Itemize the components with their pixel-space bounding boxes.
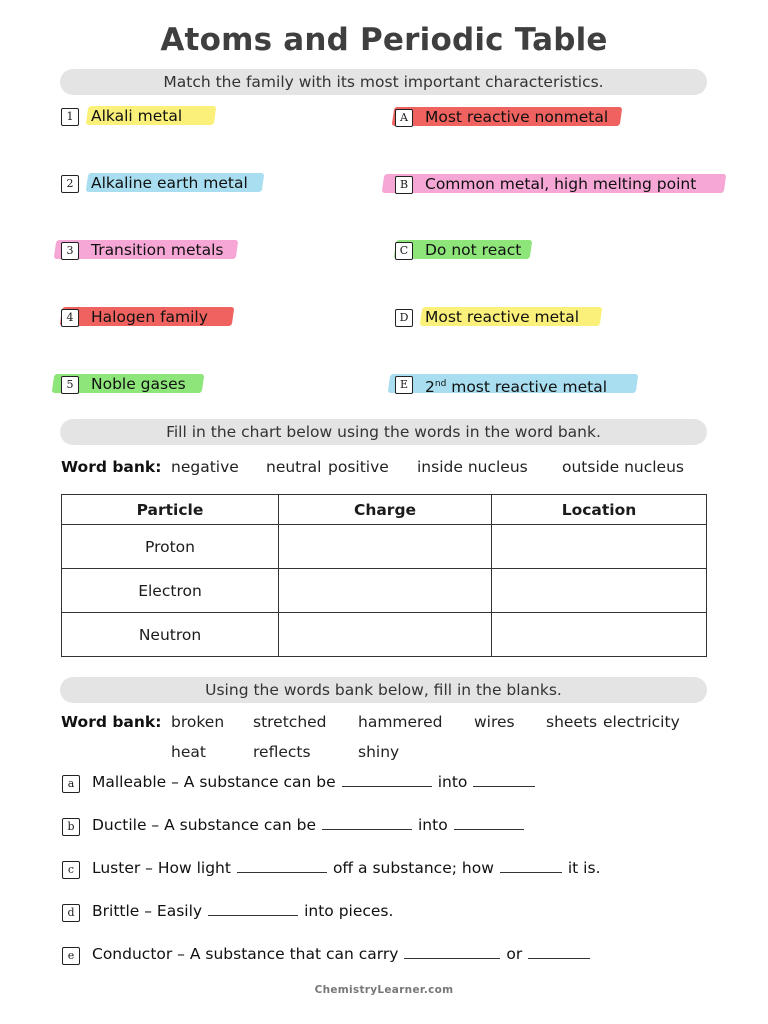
answer-blank[interactable] (208, 901, 298, 916)
left-item-3 (55, 239, 355, 261)
word-bank-word: inside nucleus (417, 458, 528, 476)
table-row (62, 613, 707, 657)
item-marker: 4 (61, 309, 79, 327)
word-bank-word: shiny (358, 743, 400, 761)
question-part: off a substance; how (332, 859, 494, 877)
question-text (92, 772, 541, 792)
word-bank-word: wires (474, 713, 515, 731)
word-bank-word: positive (328, 458, 389, 476)
table-header-row (62, 495, 707, 525)
location-cell[interactable] (492, 569, 707, 613)
item-marker: B (395, 176, 413, 194)
charge-cell[interactable] (279, 613, 492, 657)
page-title: Atoms and Periodic Table (160, 22, 608, 58)
right-item-E (395, 373, 735, 395)
word-bank-word: outside nucleus (562, 458, 684, 476)
word-bank-word: stretched (253, 713, 327, 731)
item-marker: A (395, 109, 413, 127)
word-bank-label: Word bank: (61, 458, 162, 476)
right-item-C (395, 239, 735, 261)
question-marker: d (62, 904, 80, 922)
column-header: Charge (279, 495, 492, 525)
question-marker: a (62, 775, 80, 793)
word-bank-word: broken (171, 713, 225, 731)
footer-credit: ChemistryLearner.com (314, 984, 454, 996)
question-part: Luster – How light (92, 859, 231, 877)
right-item-B (395, 173, 735, 195)
item-marker: 5 (61, 376, 79, 394)
word-bank-word: neutral (266, 458, 322, 476)
section2-banner: Fill in the chart below using the words in the word bank. (60, 419, 707, 445)
word-bank-label: Word bank: (61, 713, 162, 731)
item-marker: 2 (61, 175, 79, 193)
item-label: Alkali metal (91, 107, 183, 125)
item-marker: C (395, 242, 413, 260)
right-item-D (395, 306, 735, 328)
question-marker: c (62, 861, 80, 879)
question-part: into (437, 773, 468, 791)
answer-blank[interactable] (342, 772, 432, 787)
item-label: Most reactive metal (425, 308, 580, 326)
question-part: into (418, 816, 448, 834)
answer-blank[interactable] (500, 858, 562, 873)
question-text (92, 901, 393, 921)
answer-blank[interactable] (473, 772, 535, 787)
item-label: Most reactive nonmetal (425, 108, 609, 126)
item-marker: E (395, 376, 413, 394)
label-post: most reactive metal (446, 378, 608, 397)
left-item-5 (53, 373, 353, 395)
question-part: or (506, 945, 523, 963)
charge-cell[interactable] (279, 525, 492, 569)
item-label: Noble gases (91, 375, 186, 393)
answer-blank[interactable] (322, 815, 412, 830)
left-item-1 (61, 105, 361, 127)
particle-cell: Electron (62, 569, 279, 613)
column-header: Location (492, 495, 707, 525)
answer-blank[interactable] (454, 815, 524, 830)
section3-banner: Using the words bank below, fill in the blanks. (60, 677, 707, 703)
item-label: Common metal, high melting point (425, 175, 697, 193)
question-part: Conductor – A substance that can carry (92, 945, 399, 963)
location-cell[interactable] (492, 613, 707, 657)
location-cell[interactable] (492, 525, 707, 569)
item-marker: D (395, 309, 413, 327)
column-header: Particle (62, 495, 279, 525)
particle-cell: Proton (62, 525, 279, 569)
question-text (92, 858, 601, 878)
item-marker: 1 (61, 108, 79, 126)
word-bank-word: sheets (546, 713, 598, 731)
label-pre: 2 (425, 378, 435, 397)
question-part: Brittle – Easily (92, 902, 203, 920)
question-part: Malleable – A substance can be (92, 773, 336, 791)
item-label: Do not react (425, 241, 522, 259)
question-text (92, 944, 596, 964)
question-text (92, 815, 530, 835)
table-row (62, 569, 707, 613)
table-row (62, 525, 707, 569)
question-part: it is. (567, 859, 601, 877)
word-bank-word: electricity (603, 713, 680, 731)
right-item-A (395, 106, 735, 128)
word-bank-word: reflects (253, 743, 311, 761)
question-marker: b (62, 818, 80, 836)
word-bank-word: heat (171, 743, 206, 761)
left-item-2 (61, 172, 361, 194)
question-marker: e (62, 947, 80, 965)
question-part: into pieces. (304, 902, 394, 920)
item-label: Alkaline earth metal (91, 174, 248, 192)
item-label: Transition metals (91, 241, 224, 259)
section1-banner: Match the family with its most important characteristics. (60, 69, 707, 95)
answer-blank[interactable] (404, 944, 500, 959)
item-marker: 3 (61, 242, 79, 260)
word-bank-word: negative (171, 458, 239, 476)
item-label: Halogen family (91, 308, 208, 326)
particle-cell: Neutron (62, 613, 279, 657)
item-label (425, 374, 607, 397)
label-sup: nd (434, 379, 447, 389)
question-part: Ductile – A substance can be (92, 816, 316, 834)
answer-blank[interactable] (237, 858, 327, 873)
answer-blank[interactable] (528, 944, 590, 959)
particle-chart (61, 494, 707, 657)
left-item-4 (61, 306, 361, 328)
charge-cell[interactable] (279, 569, 492, 613)
word-bank-word: hammered (358, 713, 443, 731)
